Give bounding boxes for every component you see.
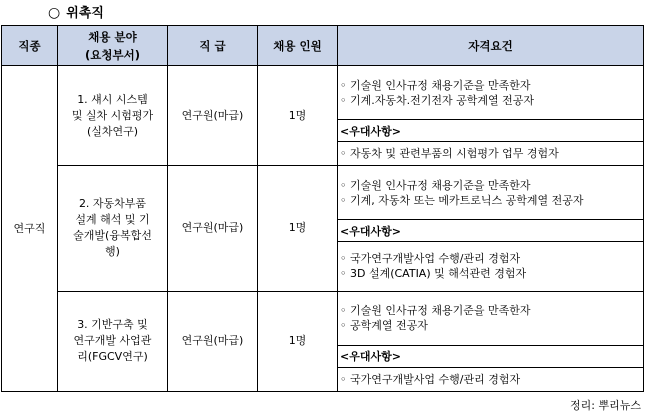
requirement-item: ◦ 기술원 인사규정 채용기준을 만족한자: [340, 78, 531, 92]
rank-cell: 연구원(마급): [168, 166, 258, 292]
preference-item: ◦ 국가연구개발사업 수행/관리 경험자: [340, 252, 521, 266]
preference-label: <우대사항>: [338, 220, 644, 242]
field-cell: 2. 자동차부품 설계 해석 및 기 술개발(융복합선 행): [58, 166, 168, 292]
preference-item: ◦ 국가연구개발사업 수행/관리 경험자: [340, 372, 521, 386]
table-header-row: [2, 26, 644, 66]
header-rank: 직 급: [168, 26, 258, 66]
preferences-cell: [338, 142, 644, 166]
requirement-item: ◦ 공학계열 전공자: [340, 319, 428, 333]
requirements-cell: [338, 166, 644, 220]
preferences-cell: [338, 242, 644, 292]
headcount-cell: 1명: [258, 66, 338, 166]
rank-cell: 연구원(마급): [168, 291, 258, 391]
table-row: [2, 66, 644, 120]
preference-label: <우대사항>: [338, 345, 644, 367]
requirement-item: ◦ 기술원 인사규정 채용기준을 만족한자: [340, 304, 531, 318]
field-cell: 1. 섀시 시스템 및 실차 시험평가 (실차연구): [58, 66, 168, 166]
section-heading: [48, 3, 104, 23]
preference-item: ◦ 3D 설계(CATIA) 및 해석관련 경험자: [340, 267, 527, 281]
recruitment-table: [1, 25, 644, 392]
header-field: [58, 26, 168, 66]
header-category: 직종: [2, 26, 58, 66]
field-cell: 3. 기반구축 및 연구개발 사업관 리(FGCV연구): [58, 291, 168, 391]
requirements-cell: [338, 291, 644, 345]
header-qualifications: 자격요건: [338, 26, 644, 66]
rank-cell: 연구원(마급): [168, 66, 258, 166]
headcount-cell: 1명: [258, 166, 338, 292]
requirement-item: ◦ 기계.자동차.전기전자 공학계열 전공자: [340, 93, 534, 107]
header-headcount: 채용 인원: [258, 26, 338, 66]
requirements-cell: [338, 66, 644, 120]
requirement-item: ◦ 기술원 인사규정 채용기준을 만족한자: [340, 178, 531, 192]
circle-marker-icon: ○: [48, 5, 61, 21]
preferences-cell: [338, 367, 644, 391]
preference-item: ◦ 자동차 및 관련부품의 시험평가 업무 경험자: [340, 147, 559, 161]
source-credit: 정리: 뿌리뉴스: [570, 399, 641, 412]
header-field-line2: (요청부서): [85, 47, 140, 62]
preference-label: <우대사항>: [338, 120, 644, 142]
requirement-item: ◦ 기계, 자동차 또는 메카트로닉스 공학계열 전공자: [340, 193, 584, 207]
category-cell: 연구직: [2, 66, 58, 392]
section-title: 위촉직: [66, 6, 104, 21]
headcount-cell: 1명: [258, 291, 338, 391]
table-row: [2, 166, 644, 220]
table-row: [2, 291, 644, 345]
header-field-line1: 채용 분야: [88, 29, 137, 44]
